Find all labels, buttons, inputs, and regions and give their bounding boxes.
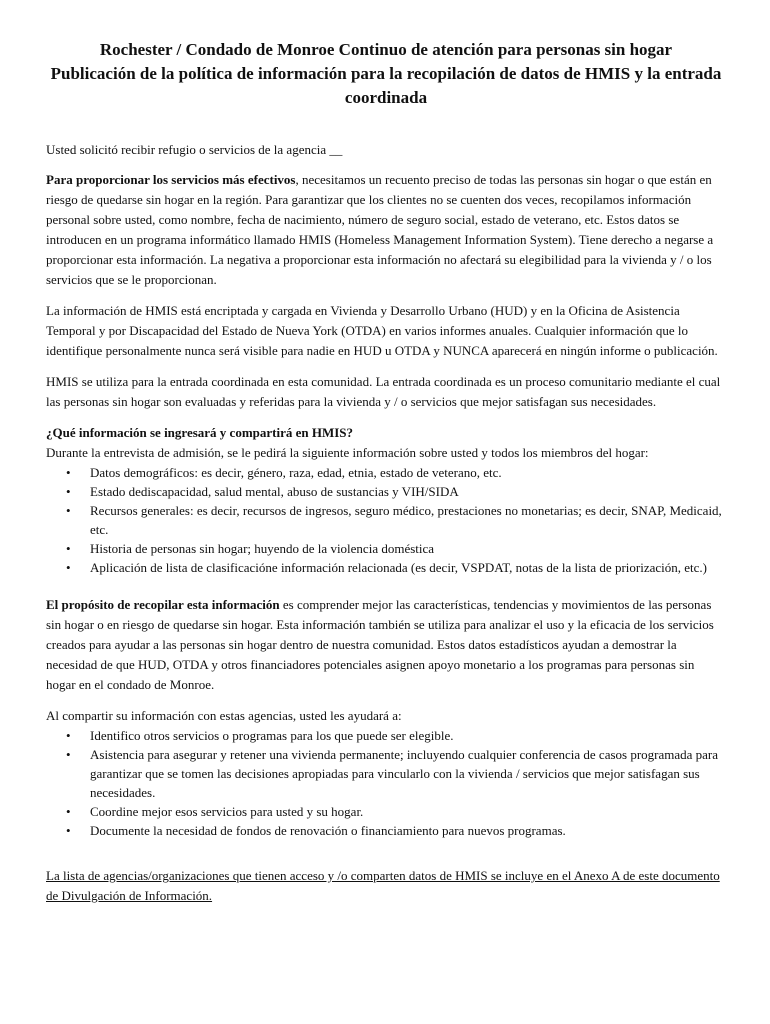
list-item: • Recursos generales: es decir, recursos de ingresos, seguro médico, prestaciones no monetarias; es decir, SNAP, Medicaid, etc. xyxy=(90,501,726,539)
share-list xyxy=(46,726,726,840)
share-intro: Al compartir su información con estas agencias, usted les ayudará a: xyxy=(46,708,402,723)
annex-note: La lista de agencias/organizaciones que tienen acceso y /o comparten datos de HMIS se incluye en el Anexo A de este documento de Divulgación de Información. xyxy=(46,868,720,903)
list-item: • Historia de personas sin hogar; huyendo de la violencia doméstica xyxy=(90,539,726,558)
paragraph-coordinated-entry: HMIS se utiliza para la entrada coordinada en esta comunidad. La entrada coordinada es un proceso comunitario mediante el cual las personas sin hogar son evaluadas y referidas para la vivienda y / o servicios que mejor satisfagan sus necesidades. xyxy=(46,374,721,409)
title-line-1: Rochester / Condado de Monroe Continuo de atención para personas sin hogar xyxy=(99,40,673,59)
list-item: • Identifico otros servicios o programas para los que puede ser elegible. xyxy=(90,726,726,745)
paragraph-purpose-lead: El propósito de recopilar esta información xyxy=(46,597,280,612)
intro-line: Usted solicitó recibir refugio o servicios de la agencia __ xyxy=(46,142,343,157)
info-list xyxy=(46,463,726,577)
list-item: • Estado dediscapacidad, salud mental, abuso de sustancias y VIH/SIDA xyxy=(90,482,726,501)
list-item: • Documente la necesidad de fondos de renovación o financiamiento para nuevos programas. xyxy=(90,821,726,840)
section-info-text: Durante la entrevista de admisión, se le pedirá la siguiente información sobre usted y todos los miembros del hogar: xyxy=(46,445,649,460)
paragraph-encryption: La información de HMIS está encriptada y cargada en Vivienda y Desarrollo Urbano (HUD) y en la Oficina de Asistencia Temporal y por Discapacidad del Estado de Nueva York (OTDA) en varios informes anuales. Cualquier información que lo identifique personalmente nunca será visible para nadie en HUD u OTDA y NUNCA aparecerá en ningún informe o publicación. xyxy=(46,303,718,358)
list-item: • Datos demográficos: es decir, género, raza, edad, etnia, estado de veterano, etc. xyxy=(90,463,726,482)
document-title xyxy=(46,38,726,110)
list-item: • Coordine mejor esos servicios para usted y su hogar. xyxy=(90,802,726,821)
title-line-2: Publicación de la política de información para la recopilación de datos de HMIS y la entrada coordinada xyxy=(50,64,722,107)
paragraph-services-lead: Para proporcionar los servicios más efectivos xyxy=(46,172,296,187)
paragraph-services-body: , necesitamos un recuento preciso de todas las personas sin hogar o que están en riesgo de quedarse sin hogar en la región. Para garantizar que los clientes no se cuenten dos veces, recopilamos información personal sobre usted, como nombre, fecha de nacimiento, número de seguro social, estado de veterano, etc. Estos datos se introducen en un programa informático llamado HMIS (Homeless Management Information System). Tiene derecho a negarse a proporcionar esta información. La negativa a proporcionar esta información no afectará su elegibilidad para la vivienda y / o los servicios que se le proporcionan. xyxy=(46,172,714,287)
list-item: • Asistencia para asegurar y retener una vivienda permanente; incluyendo cualquier conferencia de casos programada para garantizar que se tomen las decisiones apropiadas para vincularlo con la vivienda / servicios que mejor satisfagan sus necesidades. xyxy=(90,745,726,802)
paragraph-services xyxy=(46,170,726,290)
list-item: • Aplicación de lista de clasificacióne información relacionada (es decir, VSPDAT, notas de la lista de priorización, etc.) xyxy=(90,558,726,577)
section-heading-info: ¿Qué información se ingresará y compartirá en HMIS? xyxy=(46,425,354,440)
paragraph-purpose-body: es comprender mejor las características, tendencias y movimientos de las personas sin hogar o en riesgo de quedarse sin hogar. Esta información también se utiliza para analizar el uso y la eficacia de los servicios creados para ayudar a las personas sin hogar dentro de nuestra comunidad. Estos datos estadísticos ayudan a demostrar la necesidad de que HUD, OTDA y otros financiadores potenciales asignen apoyo monetario a los programas para personas sin hogar en el condado de Monroe. xyxy=(46,597,714,692)
paragraph-purpose xyxy=(46,595,726,695)
